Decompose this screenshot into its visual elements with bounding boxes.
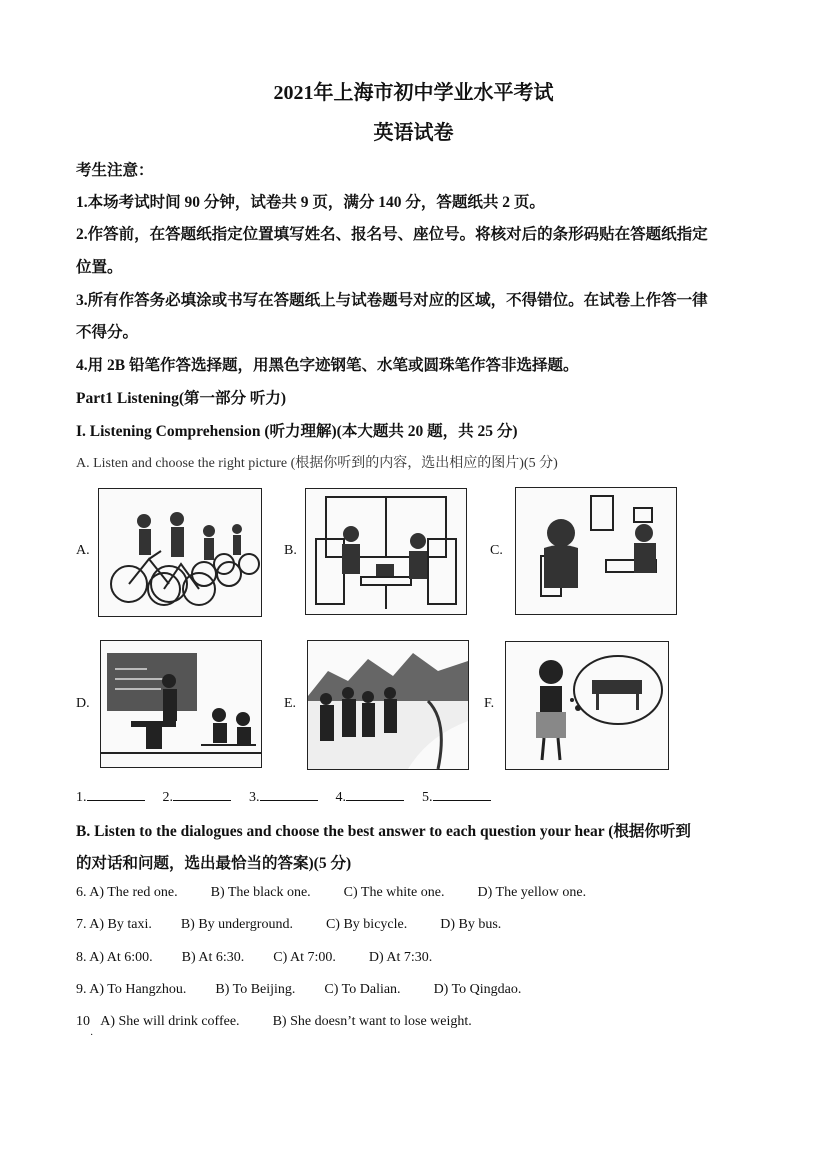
section-1-heading: I. Listening Comprehension (听力理解)(本大题共 20 题，共 25 分) (76, 423, 518, 440)
notice-item-3-line2: 不得分。 (76, 324, 139, 341)
girl-piano-icon (506, 642, 668, 769)
picture-b (305, 488, 467, 615)
option-7d[interactable]: D) By bus. (440, 917, 502, 932)
option-9d[interactable]: D) To Qingdao. (433, 982, 522, 997)
exam-subtitle: 英语试卷 (373, 122, 454, 144)
part1-heading: Part1 Listening(第一部分 听力) (76, 390, 287, 407)
option-6c[interactable]: C) The white one. (343, 885, 445, 900)
stray-dot: · (90, 1030, 94, 1041)
notice-item-4: 4.用 2B 铅笔作答选择题，用黑色字迹钢笔、水笔或圆珠笔作答非选择题。 (76, 357, 579, 374)
doctor-visit-icon (516, 488, 676, 614)
question-10: 10 A) She will drink coffee. B) She doesn’t want to lose weight. (76, 1014, 472, 1029)
option-10a[interactable]: A) She will drink coffee. (100, 1014, 240, 1029)
option-6d[interactable]: D) The yellow one. (477, 885, 587, 900)
picture-label-a: A. (76, 543, 90, 558)
answer-blank-2[interactable]: 2. (163, 790, 232, 805)
question-8: 8. A) At 6:00. B) At 6:30. C) At 7:00. D) At 7:30. (76, 950, 433, 965)
option-8a[interactable]: A) At 6:00. (89, 950, 153, 965)
answer-blank-4[interactable]: 4. (336, 790, 405, 805)
option-8c[interactable]: C) At 7:00. (273, 950, 336, 965)
answer-blank-1[interactable]: 1. (76, 790, 145, 805)
answer-blank-5[interactable]: 5. (422, 790, 491, 805)
option-9a[interactable]: A) To Hangzhou. (89, 982, 187, 997)
picture-c (515, 487, 677, 615)
option-7a[interactable]: A) By taxi. (89, 917, 152, 932)
option-8b[interactable]: B) At 6:30. (181, 950, 245, 965)
option-7c[interactable]: C) By bicycle. (325, 917, 408, 932)
section-b-heading-line2: 的对话和问题，选出最恰当的答案)(5 分) (76, 855, 352, 872)
option-7b[interactable]: B) By underground. (180, 917, 293, 932)
classroom-icon (101, 641, 261, 767)
picture-e (307, 640, 469, 770)
picture-d (100, 640, 262, 768)
cafe-couple-icon (306, 489, 466, 614)
notice-item-1: 1.本场考试时间 90 分钟，试卷共 9 页，满分 140 分，答题纸共 2 页。 (76, 194, 545, 211)
picture-label-d: D. (76, 696, 90, 711)
notice-item-2-line1: 2.作答前，在答题纸指定位置填写姓名、报名号、座位号。将核对后的条形码贴在答题纸指定 (76, 226, 708, 243)
notice-item-3-line1: 3.所有作答务必填涂或书写在答题纸上与试卷题号对应的区域，不得错位。在试卷上作答一律 (76, 292, 708, 309)
option-10b[interactable]: B) She doesn’t want to lose weight. (272, 1014, 472, 1029)
answer-blank-3[interactable]: 3. (249, 790, 318, 805)
hikers-icon (308, 641, 468, 769)
notice-heading: 考生注意： (76, 162, 154, 179)
picture-label-b: B. (284, 543, 297, 558)
option-8d[interactable]: D) At 7:30. (368, 950, 433, 965)
option-9b[interactable]: B) To Beijing. (215, 982, 296, 997)
section-b-heading-line1: B. Listen to the dialogues and choose the best answer to each question your hear (根据你听到 (76, 823, 691, 840)
section-a-instruction: A. Listen and choose the right picture (根据你听到的内容，选出相应的图片)(5 分) (76, 456, 558, 471)
option-6a[interactable]: A) The red one. (89, 885, 178, 900)
question-7: 7. A) By taxi. B) By underground. C) By bicycle. D) By bus. (76, 917, 502, 932)
picture-f (505, 641, 669, 770)
answer-blanks-row (76, 788, 505, 806)
picture-label-e: E. (284, 696, 297, 711)
option-6b[interactable]: B) The black one. (210, 885, 311, 900)
picture-label-c: C. (490, 543, 503, 558)
question-6: 6. A) The red one. B) The black one. C) The white one. D) The yellow one. (76, 885, 587, 900)
question-9: 9. A) To Hangzhou. B) To Beijing. C) To Dalian. D) To Qingdao. (76, 982, 522, 997)
picture-a (98, 488, 262, 617)
notice-item-2-line2: 位置。 (76, 259, 123, 276)
option-9c[interactable]: C) To Dalian. (324, 982, 401, 997)
picture-label-f: F. (484, 696, 495, 711)
cyclists-icon (99, 489, 261, 616)
exam-title: 2021年上海市初中学业水平考试 (273, 82, 554, 104)
